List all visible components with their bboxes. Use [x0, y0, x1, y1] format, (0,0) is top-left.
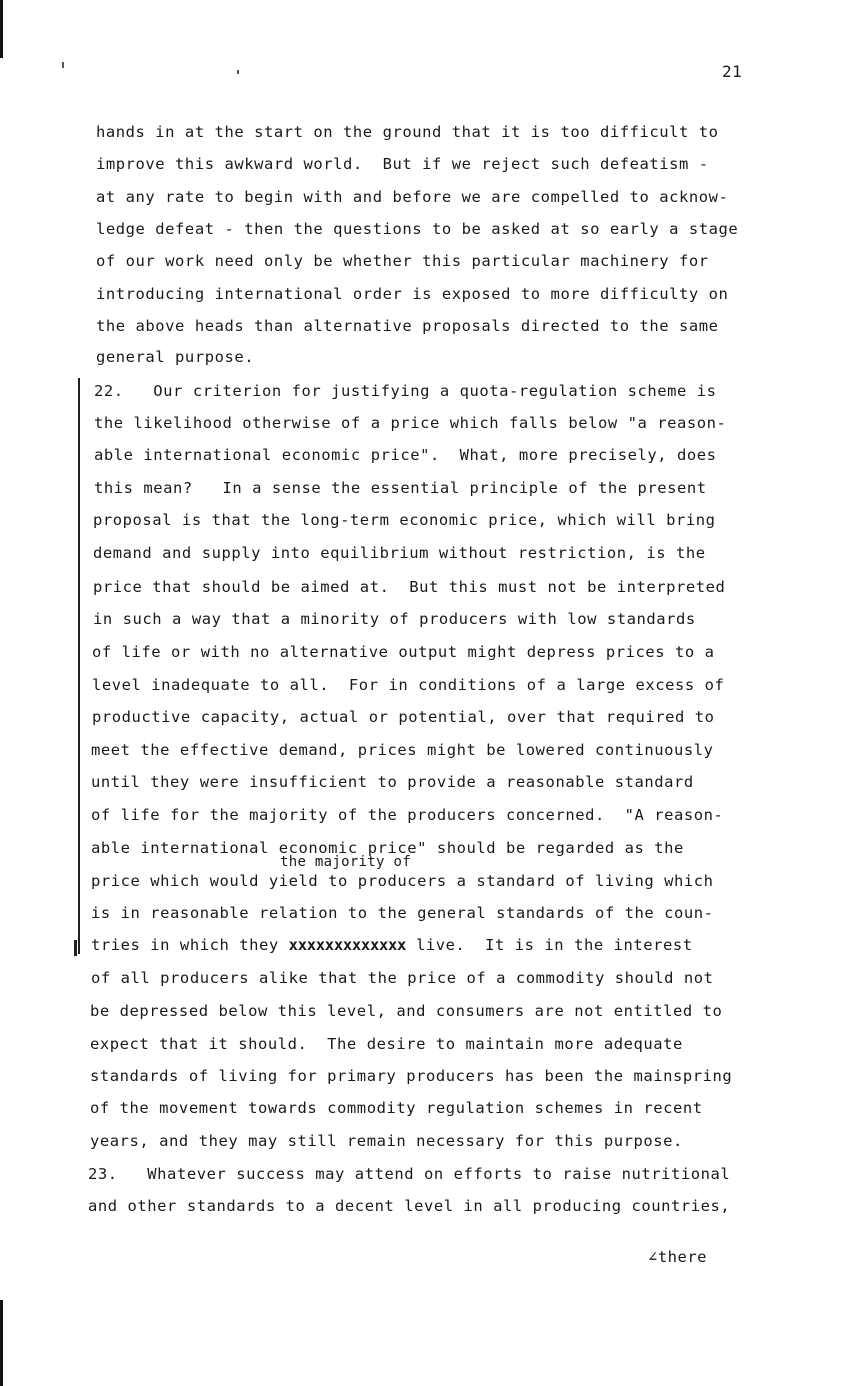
text-line: be depressed below this level, and consumers are not entitled to [90, 1002, 723, 1020]
scan-speck [62, 62, 64, 68]
text-line: is in reasonable relation to the general standards of the coun- [91, 904, 714, 922]
margin-sideline [78, 378, 80, 954]
text-line: the likelihood otherwise of a price which falls below "a reason- [94, 414, 727, 432]
text-line: expect that it should. The desire to maintain more adequate [90, 1035, 683, 1053]
margin-sideline-tick [74, 940, 77, 956]
scan-edge-mark [0, 0, 3, 58]
text-line: in such a way that a minority of producers with low standards [93, 610, 696, 628]
handwritten-insertion: the majority of [280, 854, 411, 870]
text-line: ledge defeat - then the questions to be asked at so early a stage [96, 220, 739, 238]
text-line: standards of living for primary producers has been the mainspring [90, 1067, 733, 1085]
text-line: the above heads than alternative proposals directed to the same [96, 317, 719, 335]
text-line-with-strikeout [91, 935, 693, 955]
page-number: 21 [722, 62, 743, 81]
text-segment: tries in which they [91, 936, 279, 954]
text-line: introducing international order is exposed to more difficulty on [96, 285, 729, 303]
text-line: until they were insufficient to provide a reasonable standard [91, 773, 694, 791]
struck-out-text: xxxxxxxxxxxxx [288, 936, 407, 954]
text-line: of life for the majority of the producers concerned. "A reason- [91, 806, 724, 824]
text-line: general purpose. [96, 348, 255, 366]
text-line: able international economic price". What, more precisely, does [94, 446, 717, 464]
paragraph-22-line: 22. Our criterion for justifying a quota-regulation scheme is [94, 382, 717, 400]
text-line: this mean? In a sense the essential principle of the present [94, 479, 707, 497]
text-line: improve this awkward world. But if we reject such defeatism - [96, 155, 709, 173]
catchword: ∠there [648, 1248, 708, 1266]
scan-speck [237, 70, 239, 74]
text-segment: live. It is in the interest [406, 936, 693, 954]
text-line: meet the effective demand, prices might be lowered continuously [91, 741, 714, 759]
text-line: price which would yield to producers a standard of living which [91, 872, 714, 890]
scan-edge-mark [0, 1300, 3, 1386]
text-line: of all producers alike that the price of a commodity should not [91, 969, 714, 987]
text-line: of life or with no alternative output might depress prices to a [92, 643, 715, 661]
text-line: of our work need only be whether this particular machinery for [96, 252, 709, 270]
paragraph-23-line: 23. Whatever success may attend on efforts to raise nutritional [88, 1165, 731, 1183]
text-line: years, and they may still remain necessary for this purpose. [90, 1132, 683, 1150]
text-line: at any rate to begin with and before we are compelled to acknow- [96, 188, 729, 206]
text-line: proposal is that the long-term economic price, which will bring [93, 511, 716, 529]
text-line: able international economic price" should be regarded as the [91, 839, 684, 857]
caret-icon: ∠ [648, 1248, 658, 1266]
text-line: of the movement towards commodity regulation schemes in recent [90, 1099, 703, 1117]
text-line: productive capacity, actual or potential, over that required to [92, 708, 715, 726]
text-line: hands in at the start on the ground that it is too difficult to [96, 123, 719, 141]
text-line: level inadequate to all. For in conditions of a large excess of [92, 676, 725, 694]
text-line: and other standards to a decent level in all producing countries, [88, 1197, 731, 1215]
text-line: demand and supply into equilibrium without restriction, is the [93, 544, 706, 562]
text-line: price that should be aimed at. But this must not be interpreted [93, 578, 726, 596]
